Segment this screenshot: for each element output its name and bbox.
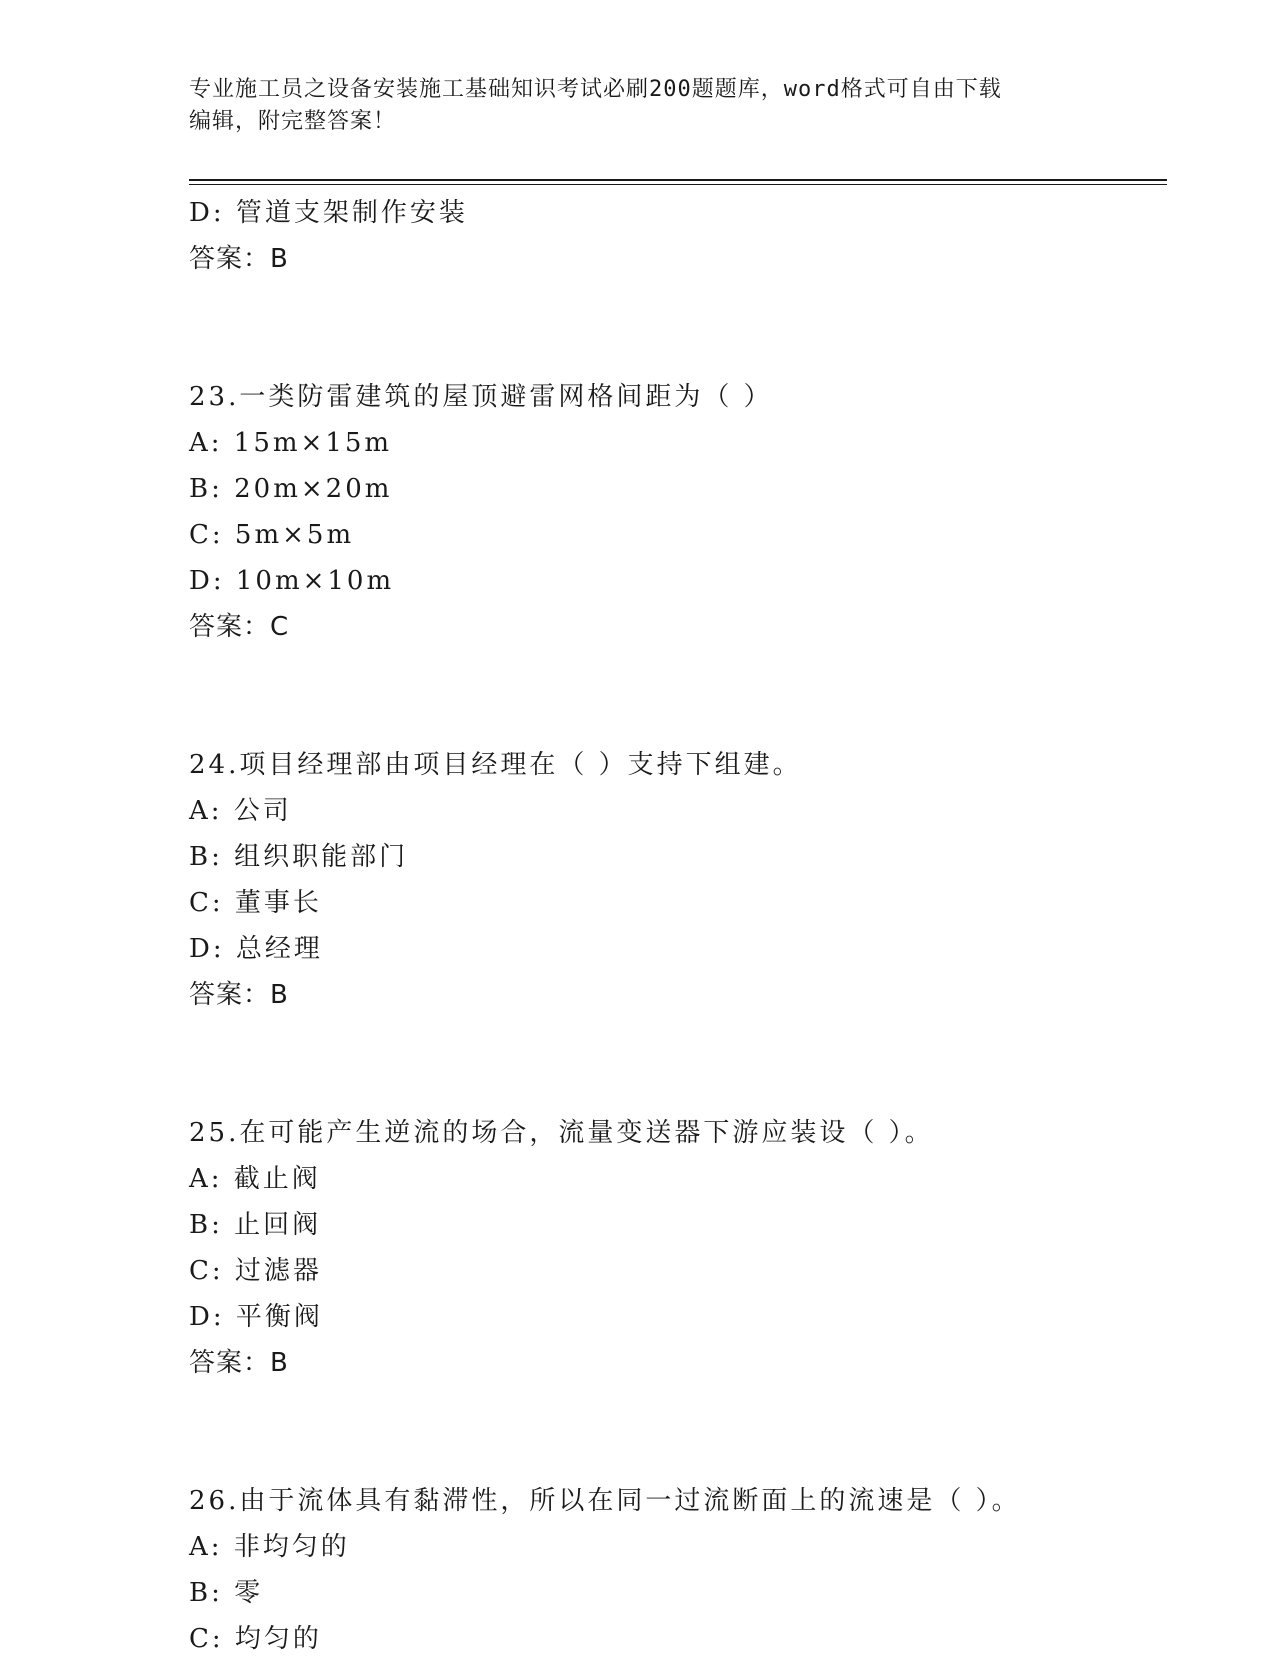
option-d: D: 管道支架制作安装 (189, 198, 468, 228)
question-text: 24.项目经理部由项目经理在（ ）支持下组建。 (189, 750, 802, 780)
header-divider-thin (189, 184, 1167, 185)
option-b: B: 止回阀 (189, 1210, 322, 1240)
header-title-line-2: 编辑，附完整答案！ (189, 109, 397, 134)
option-c: C: 董事长 (189, 888, 322, 918)
document-header (189, 74, 1079, 138)
question-text: 26.由于流体具有黏滞性，所以在同一过流断面上的流速是（ ）。 (189, 1486, 1021, 1516)
option-b: B: 零 (189, 1578, 264, 1608)
option-c: C: 5m×5m (189, 520, 355, 550)
option-b: B: 20m×20m (189, 474, 393, 504)
answer-line: 答案：B (189, 244, 289, 274)
header-divider-thick (189, 179, 1167, 181)
answer-line: 答案：B (189, 980, 289, 1010)
option-c: C: 过滤器 (189, 1256, 322, 1286)
question-25 (189, 1110, 1167, 1386)
option-c: C: 均匀的 (189, 1624, 322, 1654)
answer-line: 答案：C (189, 612, 290, 642)
answer-line: 答案：B (189, 1348, 289, 1378)
option-d: D: 平衡阀 (189, 1302, 323, 1332)
question-24 (189, 742, 1167, 1018)
question-23 (189, 374, 1167, 650)
option-a: A: 截止阀 (189, 1164, 321, 1194)
question-26 (189, 1478, 1167, 1662)
option-d: D: 总经理 (189, 934, 323, 964)
header-title-line-1: 专业施工员之设备安装施工基础知识考试必刷200题题库，word格式可自由下载 (189, 77, 1002, 102)
option-a: A: 15m×15m (189, 428, 393, 458)
option-b: B: 组织职能部门 (189, 842, 409, 872)
document-body (189, 190, 1167, 1662)
question-text: 25.在可能产生逆流的场合，流量变送器下游应装设（ ）。 (189, 1118, 934, 1148)
option-a: A: 非均匀的 (189, 1532, 350, 1562)
question-22-continued (189, 190, 1167, 282)
option-a: A: 公司 (189, 796, 292, 826)
option-d: D: 10m×10m (189, 566, 395, 596)
question-text: 23.一类防雷建筑的屋顶避雷网格间距为（ ） (189, 382, 773, 412)
